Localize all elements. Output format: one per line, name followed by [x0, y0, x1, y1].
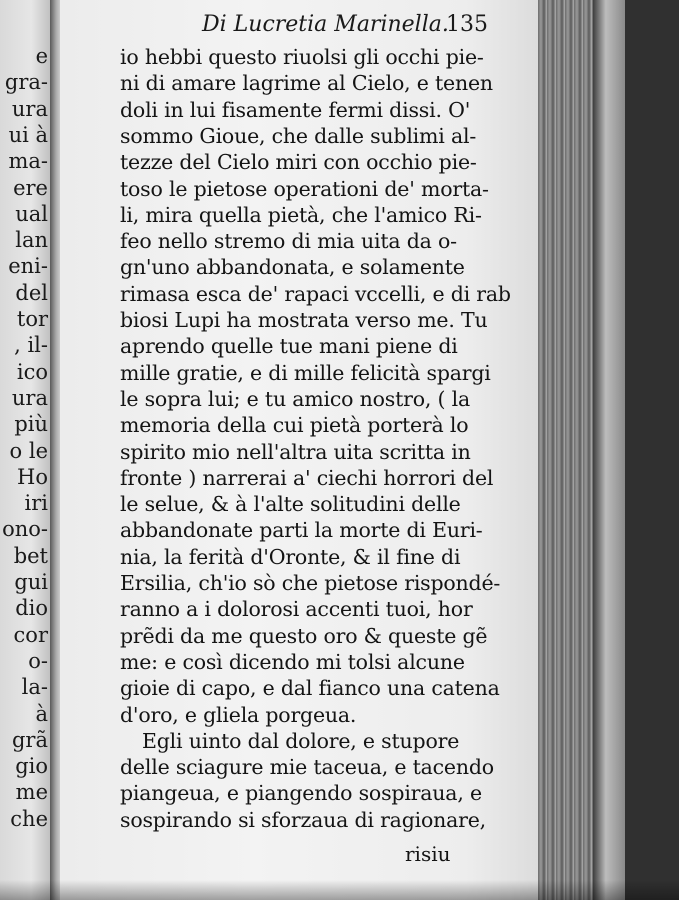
text-line: doli in lui fisamente fermi dissi. O'	[120, 97, 471, 122]
text-line: fronte ) narrerai a' ciechi horrori del	[120, 465, 494, 490]
text-line: ranno a i dolorosi accenti tuoi, hor	[120, 597, 473, 622]
bottom-shadow	[0, 880, 679, 900]
text-line: li, mira quella pietà, che l'amico Ri-	[120, 202, 482, 227]
text-line: feo nello stremo di mia uita da o-	[120, 229, 457, 254]
text-line: gn'uno abbandonata, e solamente	[120, 255, 465, 280]
text-line: delle sciagure mie taceua, e tacendo	[120, 755, 494, 780]
text-line: me: e così dicendo mi tolsi alcune	[120, 649, 465, 674]
left-page-line: cor	[13, 622, 48, 647]
left-page-line: o-	[28, 648, 48, 673]
catchword: risiu	[405, 842, 451, 866]
left-page-line: più	[14, 412, 48, 437]
text-line: rimasa esca de' rapaci vccelli, e di rab	[120, 281, 511, 306]
text-line: Egli uinto dal dolore, e stupore	[142, 728, 460, 753]
text-line: le selue, & à l'alte solitudini delle	[120, 492, 461, 517]
left-page-line: me	[15, 780, 48, 805]
text-line: le sopra lui; e tu amico nostro, ( la	[120, 386, 470, 411]
left-page-line: gui	[14, 570, 48, 594]
text-line: mille gratie, e di mille felicità spargi	[120, 360, 491, 385]
left-page-line: ual	[15, 201, 48, 226]
text-line: Ersilia, ch'io sò che pietose rispondé-	[120, 571, 501, 595]
text-line: sommo Gioue, che dalle sublimi al-	[120, 123, 477, 148]
left-page-fragment	[0, 0, 52, 900]
left-page-line: ma-	[8, 149, 48, 174]
left-page-line: ura	[11, 96, 48, 121]
left-page-line: ura	[11, 385, 48, 410]
text-line: spirito mio nell'altra uita scritta in	[120, 439, 471, 464]
left-page-line: bet	[13, 543, 48, 568]
book-cover-edge	[593, 0, 625, 900]
left-page-line: del	[15, 280, 48, 305]
text-line: prẽdi da me questo oro & queste gẽ	[120, 623, 488, 648]
text-line: abbandonate parti la morte di Euri-	[120, 518, 483, 543]
book-page	[60, 0, 538, 900]
left-page-line: ere	[13, 175, 48, 200]
background	[625, 0, 679, 900]
left-page-line: dio	[15, 596, 48, 621]
left-page-line: e	[35, 44, 48, 68]
text-line: ni di amare lagrime al Cielo, e tenen	[120, 71, 493, 96]
text-line: tezze del Cielo miri con occhio pie-	[120, 150, 477, 175]
text-line: piangeua, e piangendo sospiraua, e	[120, 781, 482, 806]
left-page-line: lan	[15, 228, 48, 253]
left-page-line: iri	[24, 491, 48, 516]
text-line: io hebbi questo riuolsi gli occhi pie-	[120, 45, 484, 69]
left-page-line: ui à	[8, 122, 48, 147]
page-number: 135	[446, 12, 488, 37]
text-line: biosi Lupi ha mostrata verso me. Tu	[120, 308, 488, 332]
text-line: toso le pietose operationi de' morta-	[120, 176, 489, 201]
text-line: gioie di capo, e dal fianco una catena	[120, 676, 500, 701]
left-page-line: tor	[16, 307, 48, 331]
text-line: d'oro, e gliela porgeua.	[120, 702, 357, 727]
left-page-line: Ho	[17, 464, 48, 489]
text-line: aprendo quelle tue mani piene di	[120, 334, 458, 359]
left-page-line: , il-	[14, 333, 48, 358]
text-line: sospirando si sforzaua di ragionare,	[120, 807, 486, 832]
text-line: memoria della cui pietà porterà lo	[120, 413, 469, 438]
left-page-line: ico	[16, 359, 48, 384]
book-fore-edge	[538, 0, 593, 900]
left-page-line: o le	[9, 438, 48, 463]
text-line: nia, la ferità d'Oronte, & il fine di	[120, 544, 461, 569]
left-page-line: à	[35, 701, 48, 726]
left-page-line: gio	[15, 754, 48, 779]
running-head: Di Lucretia Marinella.	[202, 12, 449, 37]
left-page-line: eni-	[8, 254, 48, 279]
left-page-line: gra-	[4, 70, 48, 95]
page-header	[150, 12, 550, 42]
left-page-line: ono-	[2, 517, 48, 542]
left-page-line: grã	[11, 727, 48, 752]
left-page-line: la-	[21, 675, 48, 700]
left-page-line: che	[10, 806, 48, 831]
